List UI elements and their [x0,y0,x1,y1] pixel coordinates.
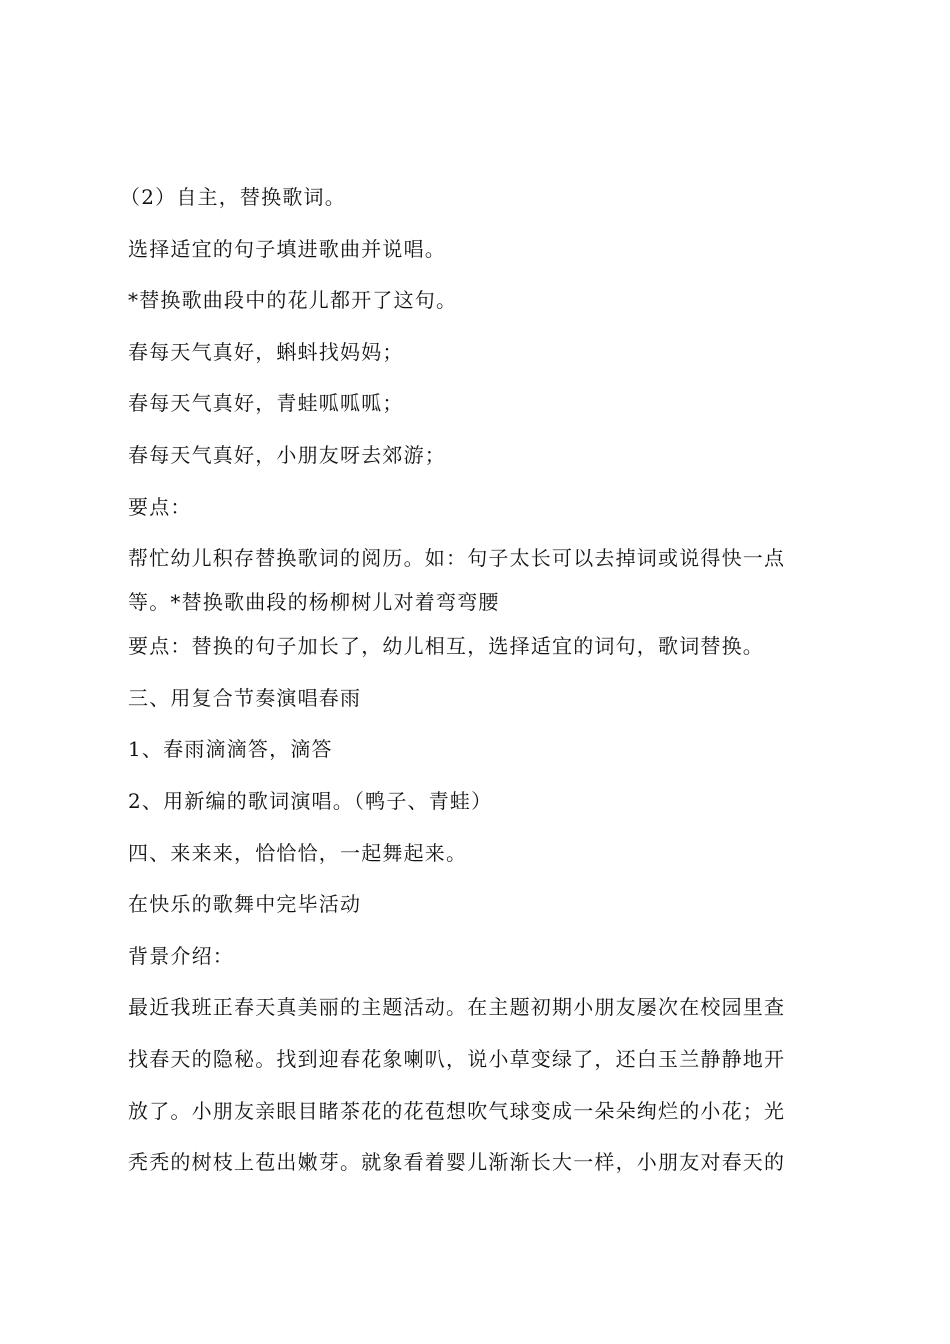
text-line: 找春天的隐秘。找到迎春花象喇叭，说小草变绿了，还白玉兰静静地开 [128,1046,786,1071]
text-line: 放了。小朋友亲眼目睹茶花的花苞想吹气球变成一朵朵绚烂的小花；光 [128,1098,786,1123]
text-line: 背景介绍： [128,943,234,968]
text-line: 春每天气真好，小朋友呀去郊游； [128,442,446,467]
text-line: 秃秃的树枝上苞出嫩芽。就象看着婴儿渐渐长大一样，小朋友对春天的 [128,1150,786,1175]
text-line: 三、用复合节奏演唱春雨 [128,685,362,710]
text-line: 等。*替换歌曲段的杨柳树儿对着弯弯腰 [128,590,500,615]
text-line: 要点：替换的句子加长了，幼儿相互，选择适宜的词句，歌词替换。 [128,634,764,659]
text-line: 要点： [128,494,192,519]
text-line: 春每天气真好，蝌蚪找妈妈； [128,339,404,364]
text-line: 2、用新编的歌词演唱。（鸭子、青蛙） [128,788,493,813]
text-line: *替换歌曲段中的花儿都开了这句。 [128,288,458,313]
text-line: （2）自主，替换歌词。 [120,185,346,209]
text-line: 帮忙幼儿积存替换歌词的阅历。如：句子太长可以去掉词或说得快一点 [128,546,786,571]
text-line: 春每天气真好，青蛙呱呱呱； [128,391,404,416]
text-line: 1、春雨滴滴答，滴答 [128,737,333,762]
text-line: 四、来来来，恰恰恰，一起舞起来。 [128,840,468,865]
text-line: 在快乐的歌舞中完毕活动 [128,892,362,917]
text-line: 最近我班正春天真美丽的主题活动。在主题初期小朋友屡次在校园里查 [128,995,786,1020]
text-line: 选择适宜的句子填进歌曲并说唱。 [128,236,446,261]
document-body [120,185,838,1203]
